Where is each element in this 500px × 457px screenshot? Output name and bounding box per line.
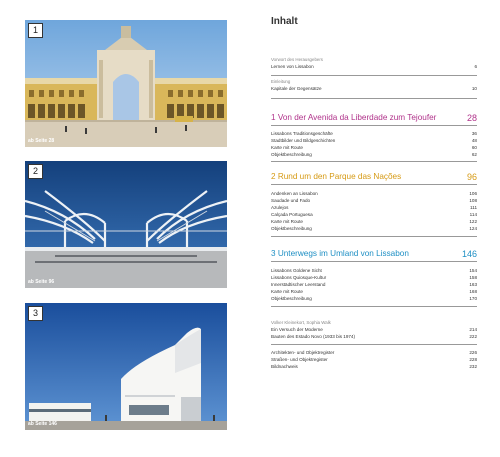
chapter-1-page: 28: [466, 113, 477, 123]
chapter-3-heading[interactable]: [271, 249, 477, 259]
toc-entry-page: 48: [471, 138, 477, 143]
toc-entry-title: Objektbeschreibung: [271, 152, 312, 157]
toc-entry-title: Architekten- und Objektregister: [271, 350, 335, 355]
toc-entry-page: 108: [469, 198, 477, 203]
toc-entry-page: 10: [471, 86, 477, 91]
toc-entry-page: 106: [469, 191, 477, 196]
toc-entry[interactable]: [271, 350, 477, 355]
divider: [271, 75, 477, 76]
toc-entry-title: Bildnachweis: [271, 364, 298, 369]
toc-entry-title: Lissabons Traditionsgeschäfte: [271, 131, 333, 136]
toc-entry-page: 168: [469, 289, 477, 294]
divider: [271, 125, 477, 126]
arch-illustration: [25, 20, 227, 147]
toc-entry[interactable]: [271, 219, 477, 224]
photo-3-white-building: [25, 303, 227, 430]
toc-entry[interactable]: [271, 282, 477, 287]
divider: [271, 161, 477, 162]
toc-entry-title: Andenken an Lissabon: [271, 191, 318, 196]
building-illustration: [25, 303, 227, 430]
toc-entry-title: Innerstädtischer Leerstand: [271, 282, 326, 287]
toc-entry-title: Lissabons Goldene Sicht: [271, 268, 322, 273]
preface-label: Vorwort des Herausgebers: [271, 57, 323, 62]
toc-entry-page: 226: [469, 350, 477, 355]
toc-entry-title: Stadtbilder und Bildgeschichten: [271, 138, 336, 143]
toc-entry-kapitale[interactable]: [271, 86, 477, 91]
toc-entry[interactable]: [271, 191, 477, 196]
toc-entry-page: 222: [469, 334, 477, 339]
toc-entry-title: Objektbeschreibung: [271, 226, 312, 231]
toc-entry-title: Azulejos: [271, 205, 289, 210]
toc-entry-page: 62: [471, 152, 477, 157]
photo-1-praca-do-comercio: [25, 20, 227, 147]
toc-entry-title: Objektbeschreibung: [271, 296, 312, 301]
toc-entry-page: 170: [469, 296, 477, 301]
chapter-2-heading[interactable]: [271, 172, 477, 182]
toc-entry[interactable]: [271, 131, 477, 136]
toc-entry-page: 154: [469, 268, 477, 273]
toc-entry[interactable]: [271, 327, 477, 332]
toc-entry[interactable]: [271, 226, 477, 231]
toc-entry-title: Lernen von Lissabon: [271, 64, 314, 69]
toc-entry[interactable]: [271, 212, 477, 217]
toc-entry-title: Lissabons Quiosque-Kultur: [271, 275, 327, 280]
photo-2-oriente-station: [25, 161, 227, 288]
toc-entry-title: Karte mit Route: [271, 145, 303, 150]
toc-entry-title: Straßen- und Objektregister: [271, 357, 328, 362]
chapter-3-title: 3 Unterwegs im Umland von Lissabon: [271, 249, 409, 258]
divider: [271, 344, 477, 345]
chapter-3-page: 146: [461, 249, 477, 259]
toc-entry-title: Karte mit Route: [271, 219, 303, 224]
toc-entry[interactable]: [271, 205, 477, 210]
authors-label: Volker Kleinekort, Sophia Walk: [271, 320, 331, 325]
toc-entry-title: Ein Versuch der Moderne: [271, 327, 323, 332]
chapter-2-page: 96: [466, 172, 477, 182]
toc-entry-page: 158: [469, 275, 477, 280]
chapter-2-title: 2 Rund um den Parque das Nações: [271, 172, 402, 181]
toc-entry-page: 228: [469, 357, 477, 362]
toc-entry[interactable]: [271, 357, 477, 362]
toc-entry-page: 36: [471, 131, 477, 136]
photo-caption-3: ab Seite 146: [28, 421, 57, 427]
chapter-1-heading[interactable]: [271, 113, 477, 123]
toc-entry-page: 163: [469, 282, 477, 287]
toc-entry-page: 124: [469, 226, 477, 231]
toc-entry[interactable]: [271, 296, 477, 301]
toc-entry[interactable]: [271, 275, 477, 280]
toc-entry[interactable]: [271, 145, 477, 150]
toc-entry[interactable]: [271, 268, 477, 273]
divider: [271, 306, 477, 307]
toc-entry-page: 6: [474, 64, 477, 69]
toc-entry-title: Kapitale der Gegensätze: [271, 86, 322, 91]
chapter-1-title: 1 Von der Avenida da Liberdade zum Tejoufer: [271, 113, 437, 122]
toc-entry-page: 122: [469, 219, 477, 224]
toc-entry[interactable]: [271, 334, 477, 339]
toc-entry[interactable]: [271, 138, 477, 143]
toc-entry[interactable]: [271, 364, 477, 369]
toc-entry-page: 111: [470, 205, 477, 210]
toc-entry-title: Bauten des Estado Novo (1933 bis 1974): [271, 334, 356, 339]
toc-entry-page: 60: [471, 145, 477, 150]
station-illustration: [25, 161, 227, 288]
toc-entry-page: 114: [469, 212, 477, 217]
photo-caption-1: ab Seite 28: [28, 138, 55, 144]
toc-entry-page: 214: [469, 327, 477, 332]
toc-entry-title: Karte mit Route: [271, 289, 303, 294]
divider: [271, 184, 477, 185]
divider: [271, 98, 477, 99]
toc-entry[interactable]: [271, 289, 477, 294]
toc-entry-page: 232: [469, 364, 477, 369]
photo-number-1: 1: [28, 23, 43, 38]
toc-entry[interactable]: [271, 152, 477, 157]
toc-entry-title: Calçada Portuguesa: [271, 212, 313, 217]
photo-number-3: 3: [28, 306, 43, 321]
toc-entry-lernen[interactable]: [271, 64, 477, 69]
divider: [271, 261, 477, 262]
divider: [271, 236, 477, 237]
introduction-label: Einleitung: [271, 79, 291, 84]
page-title: Inhalt: [271, 16, 298, 27]
toc-entry-title: Saudade und Fado: [271, 198, 311, 203]
toc-entry[interactable]: [271, 198, 477, 203]
photo-caption-2: ab Seite 96: [28, 279, 55, 285]
photo-number-2: 2: [28, 164, 43, 179]
